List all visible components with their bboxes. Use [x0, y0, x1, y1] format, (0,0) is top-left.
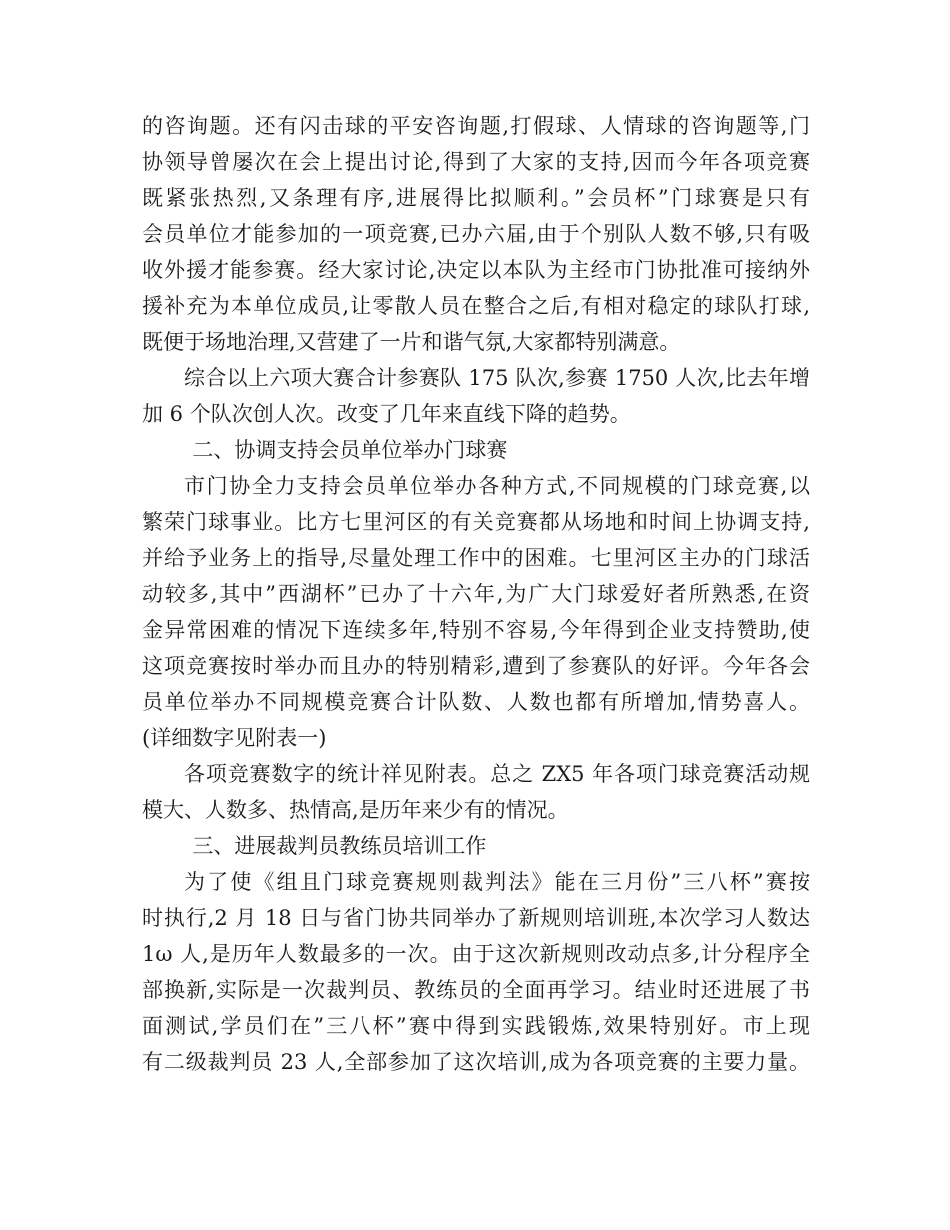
text-line: 面测试,学员们在”三八杯”赛中得到实践锻炼,效果特别好。市上现	[142, 1014, 810, 1038]
paragraph-member-support	[142, 468, 810, 756]
text-line: 既便于场地治理,又营建了一片和谐气氛,大家都特别满意。	[142, 330, 681, 354]
text-line: 员单位举办不同规模竞赛合计队数、人数也都有所增加,情势喜人。	[142, 690, 810, 714]
document-page	[142, 108, 810, 1080]
section-heading-three	[142, 828, 810, 864]
text-line: 并给予业务上的指导,尽量处理工作中的困难。七里河区主办的门球活	[142, 546, 810, 570]
text-line: 综合以上六项大赛合计参赛队 175 队次,参赛 1750 人次,比去年增	[184, 366, 810, 390]
text-line: 有二级裁判员 23 人,全部参加了这次培训,成为各项竞赛的主要力量。	[142, 1050, 810, 1074]
text-line: 时执行,2 月 18 日与省门协共同举办了新规则培训班,本次学习人数达	[142, 906, 810, 930]
text-line: 繁荣门球事业。比方七里河区的有关竞赛都从场地和时间上协调支持,	[142, 510, 810, 534]
paragraph-referee-training	[142, 864, 810, 1080]
text-line: 模大、人数多、热情高,是历年来少有的情况。	[142, 798, 569, 822]
paragraph-summary	[142, 360, 810, 432]
text-line: 收外援才能参赛。经大家讨论,决定以本队为主经市门协批准可接纳外	[142, 258, 810, 282]
text-line: 援补充为本单位成员,让零散人员在整合之后,有相对稳定的球队打球,	[142, 294, 810, 318]
text-line: 各项竞赛数字的统计祥见附表。总之 ZX5 年各项门球竞赛活动规	[184, 762, 810, 786]
paragraph-continuation	[142, 108, 810, 360]
text-line: 金异常困难的情况下连续多年,特别不容易,今年得到企业支持赞助,使	[142, 618, 810, 642]
text-line: 既紧张热烈,又条理有序,进展得比拟顺利。”会员杯”门球赛是只有	[142, 186, 810, 210]
text-line: 的咨询题。还有闪击球的平安咨询题,打假球、人情球的咨询题等,门	[142, 114, 810, 138]
text-line: 部换新,实际是一次裁判员、教练员的全面再学习。结业时还进展了书	[142, 978, 810, 1002]
text-line: 市门协全力支持会员单位举办各种方式,不同规模的门球竞赛,以	[184, 474, 810, 498]
text-line: 这项竞赛按时举办而且办的特别精彩,遭到了参赛队的好评。今年各会	[142, 654, 810, 678]
heading-text: 三、进展裁判员教练员培训工作	[192, 834, 487, 858]
text-line: 1ω 人,是历年人数最多的一次。由于这次新规则改动点多,计分程序全	[142, 942, 810, 966]
section-heading-two	[142, 432, 810, 468]
text-line: 会员单位才能参加的一项竞赛,已办六届,由于个别队人数不够,只有吸	[142, 222, 810, 246]
heading-text: 二、协调支持会员单位举办门球赛	[192, 438, 508, 462]
text-line: 协领导曾屡次在会上提出讨论,得到了大家的支持,因而今年各项竞赛	[142, 150, 810, 174]
paragraph-statistics	[142, 756, 810, 828]
text-line: (详细数字见附表一)	[142, 726, 327, 750]
text-line: 动较多,其中”西湖杯”已办了十六年,为广大门球爱好者所熟悉,在资	[142, 582, 810, 606]
text-line: 为了使《组且门球竞赛规则裁判法》能在三月份”三八杯”赛按	[184, 870, 810, 894]
text-line: 加 6 个队次创人次。改变了几年来直线下降的趋势。	[142, 402, 631, 426]
